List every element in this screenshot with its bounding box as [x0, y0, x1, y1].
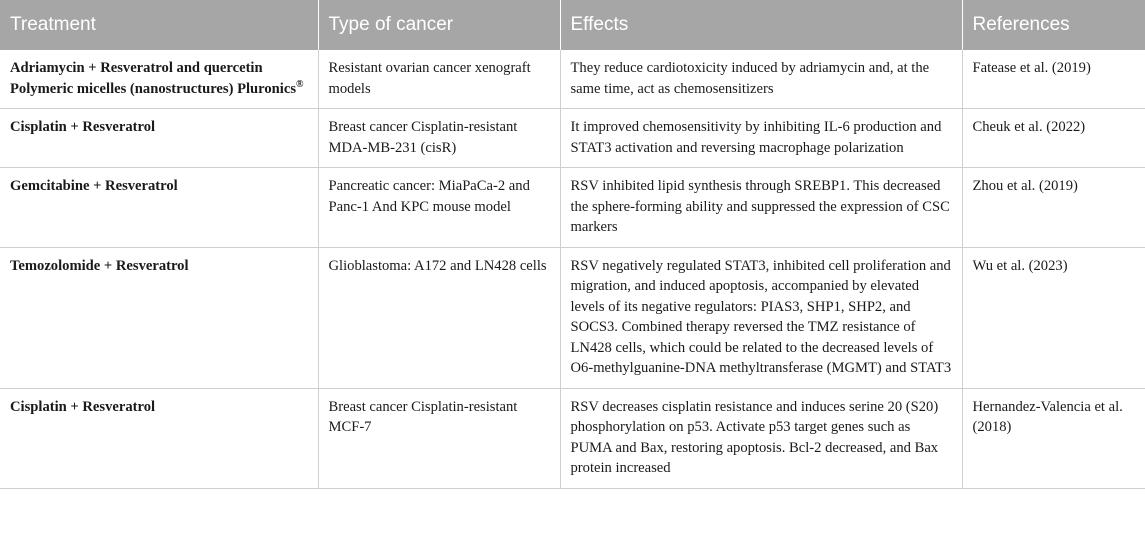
cancer-cell: Breast cancer Cisplatin-resistant MDA-MB-231 (cisR) [318, 109, 560, 168]
treatment-cell: Temozolomide + Resveratrol [0, 247, 318, 388]
effects-cell: RSV inhibited lipid synthesis through SREBP1. This decreased the sphere-forming ability and suppressed the expression of CSC markers [560, 168, 962, 248]
table-header [0, 0, 1145, 50]
treatment-cell: Gemcitabine + Resveratrol [0, 168, 318, 248]
treatment-text: Adriamycin + Resveratrol and quercetin Polymeric micelles (nanostructures) Pluronics [10, 60, 297, 97]
reference-cell: Wu et al. (2023) [962, 247, 1145, 388]
treatment-cell: Cisplatin + Resveratrol [0, 388, 318, 488]
cancer-cell: Glioblastoma: A172 and LN428 cells [318, 247, 560, 388]
table-row [0, 109, 1145, 168]
table-row [0, 168, 1145, 248]
effects-cell: They reduce cardiotoxicity induced by adriamycin and, at the same time, act as chemosensitizers [560, 50, 962, 109]
treatment-cell: Cisplatin + Resveratrol [0, 109, 318, 168]
table-row [0, 388, 1145, 488]
cancer-cell: Resistant ovarian cancer xenograft models [318, 50, 560, 109]
effects-cell: RSV decreases cisplatin resistance and induces serine 20 (S20) phosphorylation on p53. Activate p53 target genes such as PUMA and Bax, restoring apoptosis. Bcl-2 decreased, and Bax protein increased [560, 388, 962, 488]
effects-cell: It improved chemosensitivity by inhibiting IL-6 production and STAT3 activation and reversing macrophage polarization [560, 109, 962, 168]
header-row [0, 0, 1145, 50]
header-effects: Effects [560, 0, 962, 50]
effects-cell: RSV negatively regulated STAT3, inhibited cell proliferation and migration, and induced apoptosis, accompanied by elevated levels of its negative regulators: PIAS3, SHP1, SHP2, and SOCS3. Combined therapy reversed the TMZ resistance of LN428 cells, which could be related to the decreased levels of O6-methylguanine-DNA methyltransferase (MGMT) and STAT3 [560, 247, 962, 388]
cancer-cell: Breast cancer Cisplatin-resistant MCF-7 [318, 388, 560, 488]
cancer-cell: Pancreatic cancer: MiaPaCa-2 and Panc-1 And KPC mouse model [318, 168, 560, 248]
reference-cell: Zhou et al. (2019) [962, 168, 1145, 248]
reference-cell: Fatease et al. (2019) [962, 50, 1145, 109]
header-treatment: Treatment [0, 0, 318, 50]
registered-trademark-mark: ® [296, 78, 304, 90]
header-type-of-cancer: Type of cancer [318, 0, 560, 50]
table-body [0, 50, 1145, 488]
reference-cell: Hernandez-Valencia et al. (2018) [962, 388, 1145, 488]
reference-cell: Cheuk et al. (2022) [962, 109, 1145, 168]
treatment-cell [0, 50, 318, 109]
table-row [0, 50, 1145, 109]
table-row [0, 247, 1145, 388]
header-references: References [962, 0, 1145, 50]
